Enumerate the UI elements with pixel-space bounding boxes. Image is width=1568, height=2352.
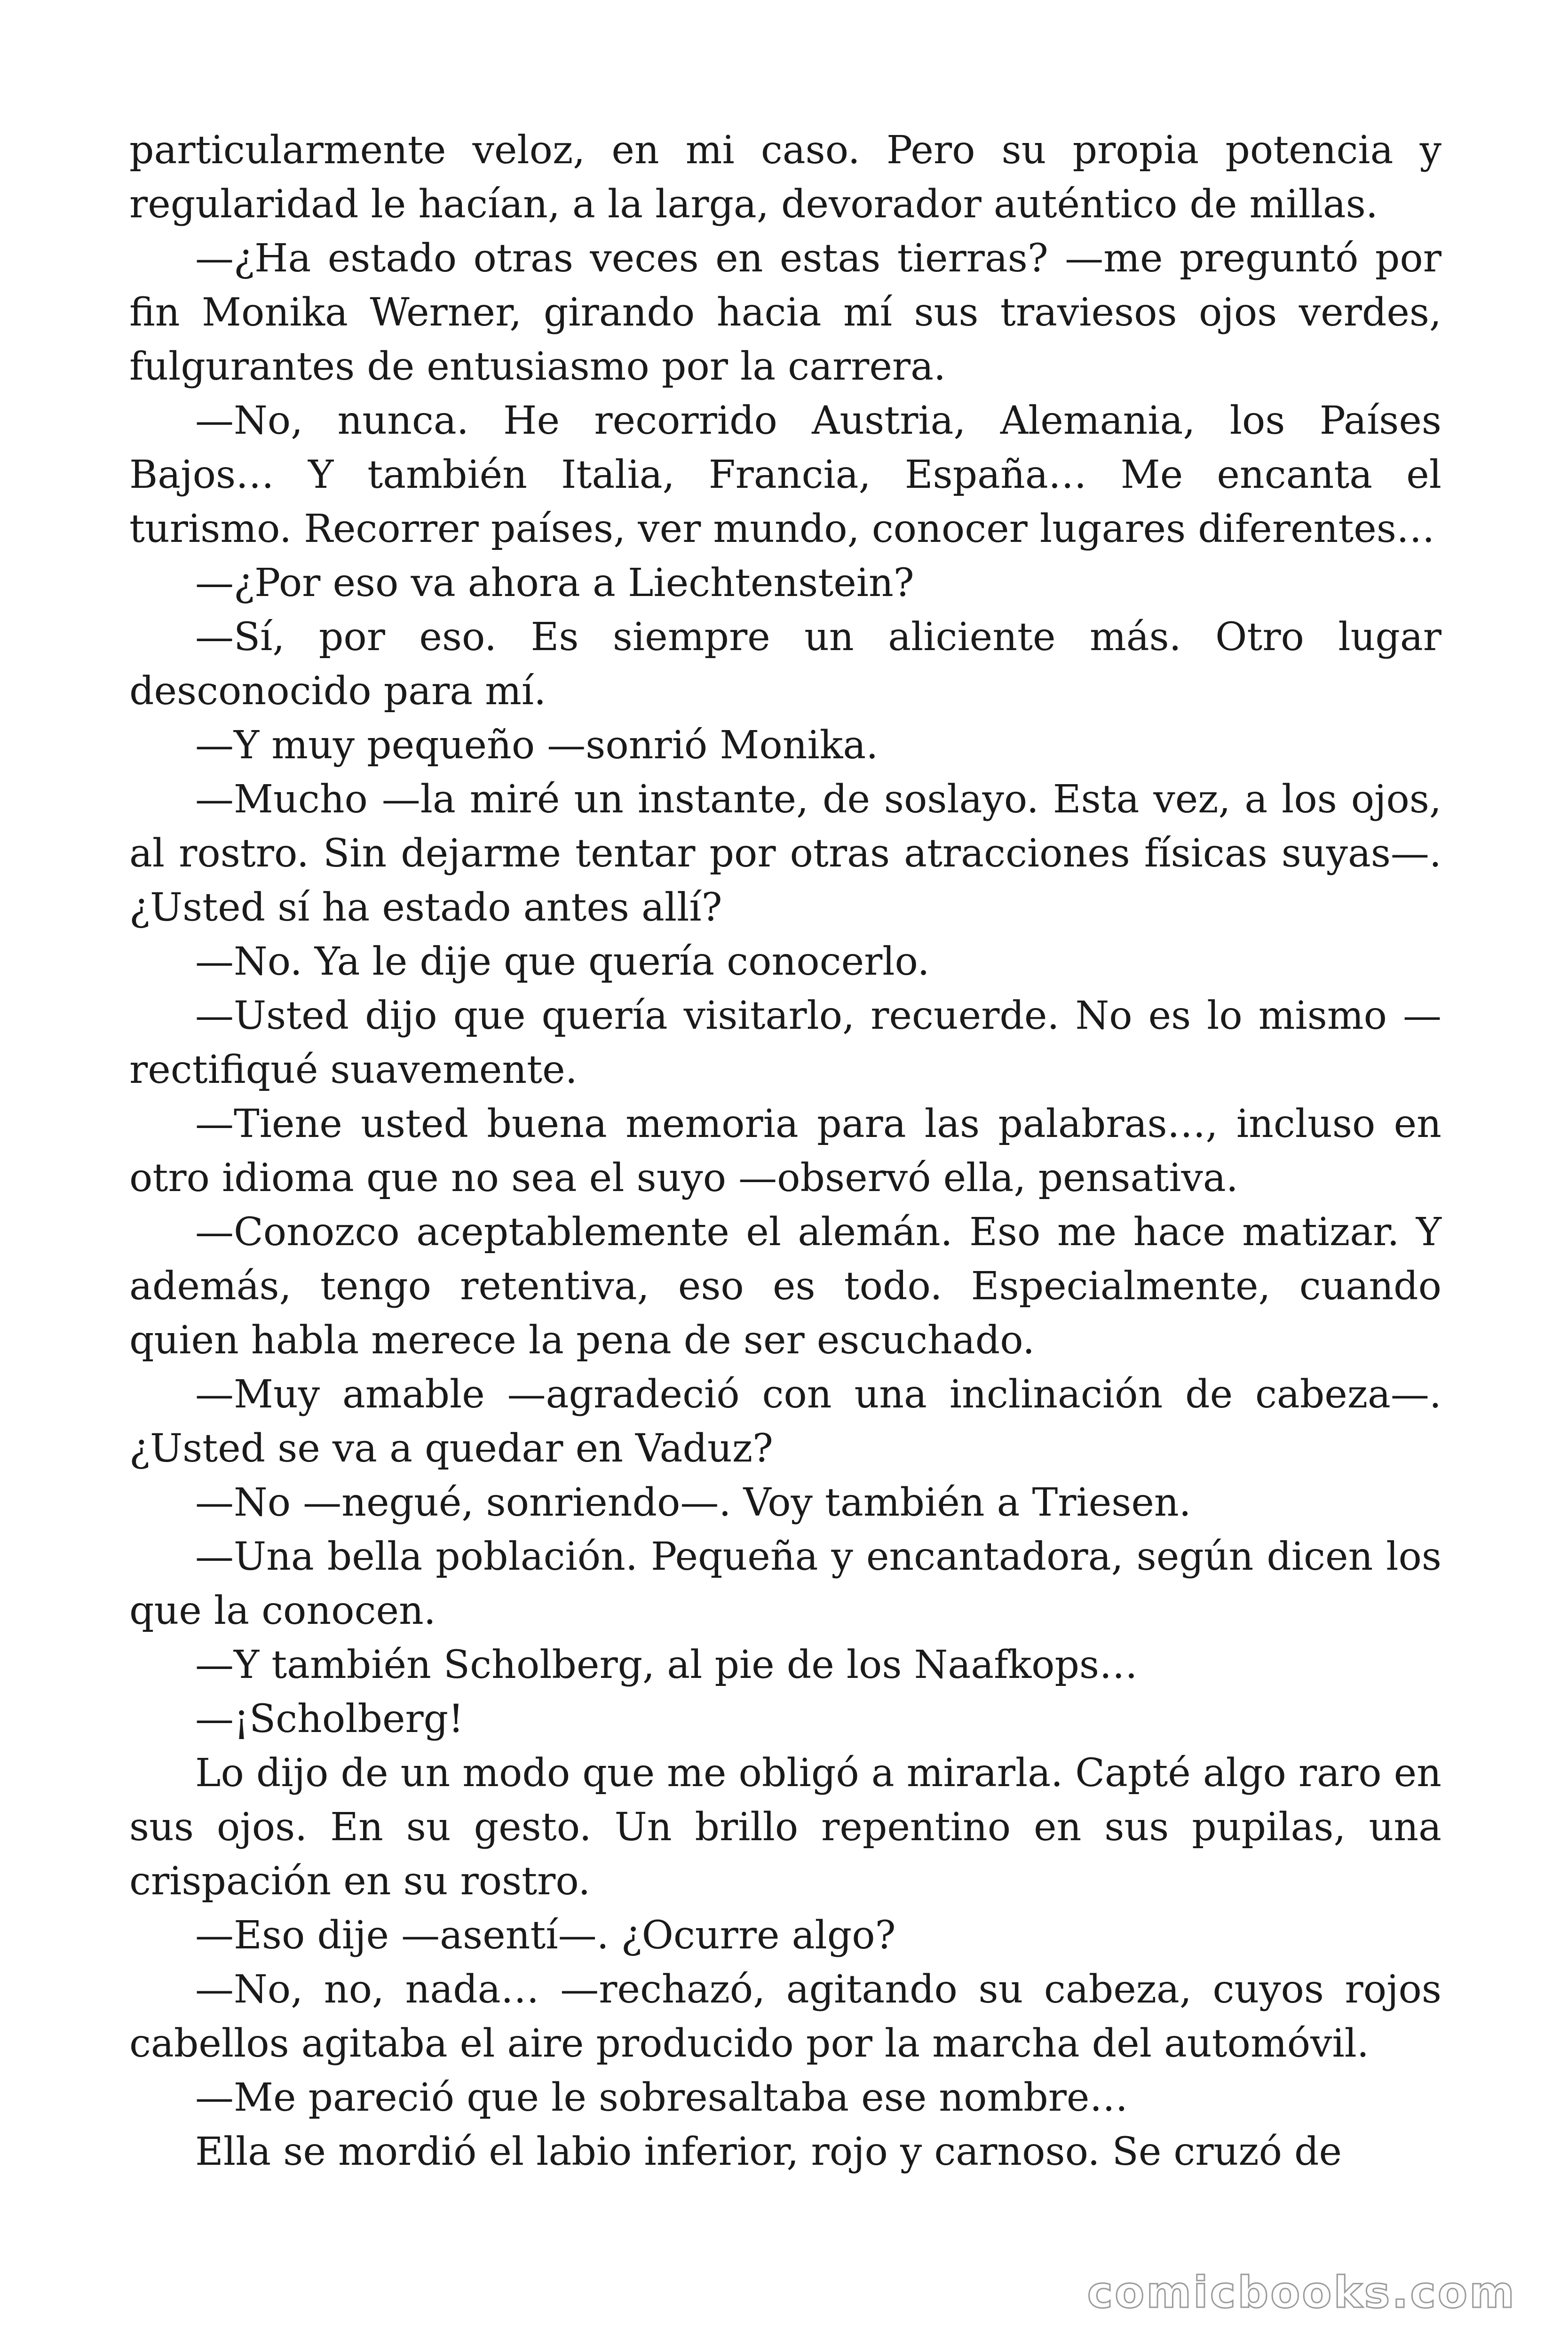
paragraph: —Mucho —la miré un instante, de soslayo. Esta vez, a los ojos, al rostro. Sin dejarme tentar por otras atracciones físicas suyas—. ¿Usted sí ha estado antes allí? xyxy=(129,777,1441,930)
body-text xyxy=(129,123,1441,2179)
paragraph: —Tiene usted buena memoria para las palabras…, incluso en otro idioma que no sea el suyo —observó ella, pensativa. xyxy=(129,1102,1441,1200)
paragraph: —No. Ya le dije que quería conocerlo. xyxy=(195,939,930,984)
paragraph: Lo dijo de un modo que me obligó a mirarla. Capté algo raro en sus ojos. En su gesto. Un brillo repentino en sus pupilas, una crispación en su rostro. xyxy=(129,1751,1441,1904)
paragraph: —No, nunca. He recorrido Austria, Alemania, los Países Bajos… Y también Italia, Francia, España… Me encanta el turismo. Recorrer países, ver mundo, conocer lugares diferentes… xyxy=(129,398,1441,551)
paragraph: —¡Scholberg! xyxy=(195,1697,464,1741)
paragraph: —No, no, nada… —rechazó, agitando su cabeza, cuyos rojos cabellos agitaba el aire producido por la marcha del automóvil. xyxy=(129,1967,1441,2066)
paragraph: —Y muy pequeño —sonrió Monika. xyxy=(195,723,879,768)
paragraph: —Una bella población. Pequeña y encantadora, según dicen los que la conocen. xyxy=(129,1534,1441,1633)
paragraph: Ella se mordió el labio inferior, rojo y carnoso. Se cruzó de xyxy=(195,2130,1342,2174)
paragraph: —Y también Scholberg, al pie de los Naafkops… xyxy=(195,1643,1138,1687)
paragraph: —Conozco aceptablemente el alemán. Eso me hace matizar. Y además, tengo retentiva, eso es todo. Especialmente, cuando quien habla merece la pena de ser escuchado. xyxy=(129,1210,1441,1363)
paragraph: —Me pareció que le sobresaltaba ese nombre… xyxy=(195,2075,1128,2120)
paragraph: particularmente veloz, en mi caso. Pero su propia potencia y regularidad le hacían, a la larga, devorador auténtico de millas. xyxy=(129,128,1441,227)
paragraph: —Muy amable —agradeció con una inclinación de cabeza—. ¿Usted se va a quedar en Vaduz? xyxy=(129,1372,1441,1471)
paragraph: —Usted dijo que quería visitarlo, recuerde. No es lo mismo —rectifiqué suavemente. xyxy=(129,993,1441,1092)
paragraph: —¿Por eso va ahora a Liechtenstein? xyxy=(195,561,914,605)
paragraph: —No —negué, sonriendo—. Voy también a Triesen. xyxy=(195,1480,1191,1525)
paragraph: —Eso dije —asentí—. ¿Ocurre algo? xyxy=(195,1913,896,1958)
watermark: comicbooks.com xyxy=(1087,2267,1516,2318)
paragraph: —Sí, por eso. Es siempre un aliciente más. Otro lugar desconocido para mí. xyxy=(129,615,1441,714)
paragraph: —¿Ha estado otras veces en estas tierras? —me preguntó por fin Monika Werner, girando hacia mí sus traviesos ojos verdes, fulgurantes de entusiasmo por la carrera. xyxy=(129,236,1441,389)
